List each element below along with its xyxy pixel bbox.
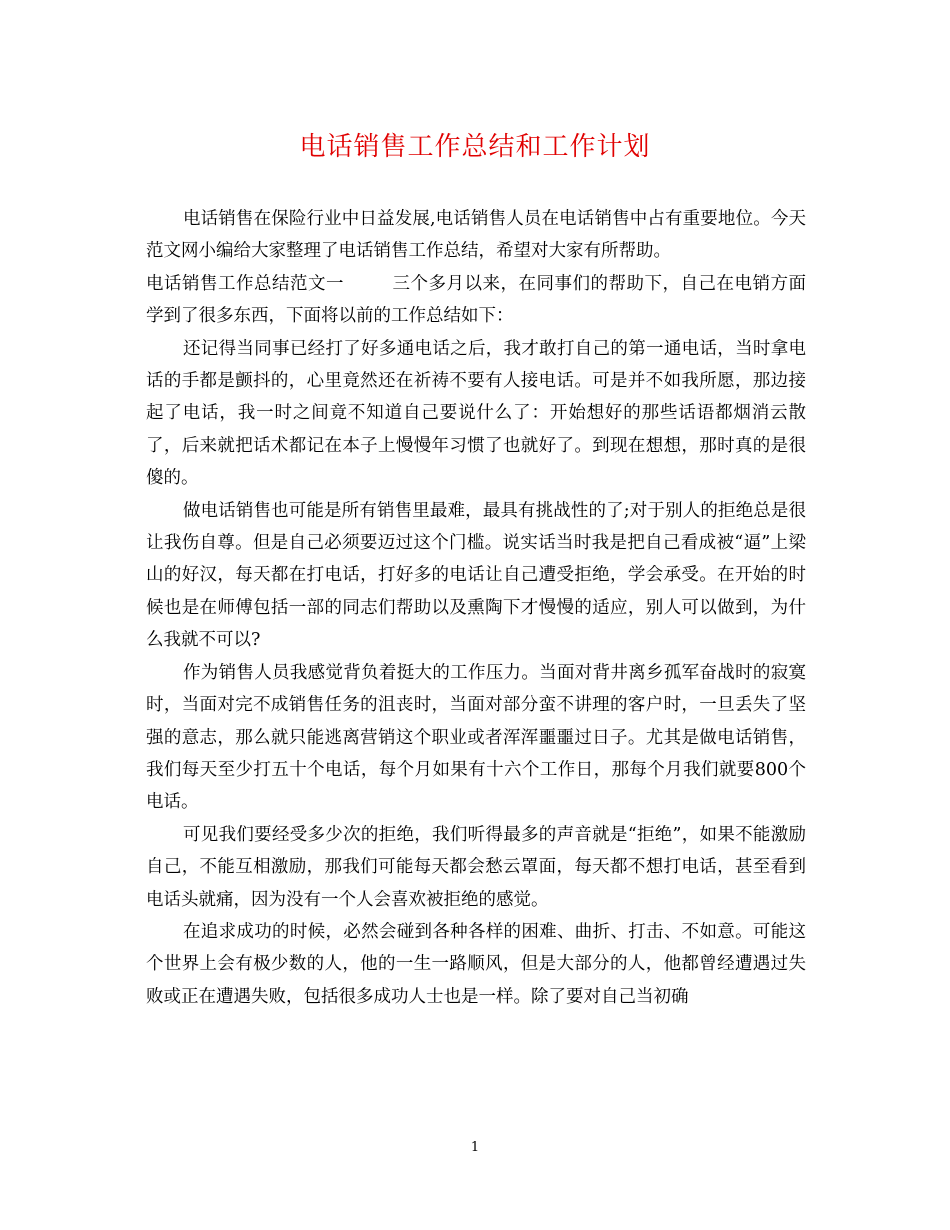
body-paragraph-5: 在追求成功的时候，必然会碰到各种各样的困难、曲折、打击、不如意。可能这个世界上会有极少数的人，他的一生一路顺风，但是大部分的人，他都曾经遭遇过失败或正在遭遇失败，包括很多成功人士也是一样。除了要对自己当初确 bbox=[146, 921, 806, 1007]
document-title: 电话销售工作总结和工作计划 bbox=[299, 132, 651, 162]
body-paragraph-3: 作为销售人员我感觉背负着挺大的工作压力。当面对背井离乡孤军奋战时的寂寞时，当面对完不成销售任务的沮丧时，当面对部分蛮不讲理的客户时，一旦丢失了坚强的意志，那么就只能逃离营销这个职业或者浑浑噩噩过日子。尤其是做电话销售，我们每天至少打五十个电话，每个月如果有十六个工作日，那每个月我们就要800个电话。 bbox=[146, 662, 806, 813]
section-paragraph bbox=[146, 268, 806, 333]
body-paragraph-4: 可见我们要经受多少次的拒绝，我们听得最多的声音就是“拒绝”，如果不能激励自己，不能互相激励，那我们可能每天都会愁云罩面，每天都不想打电话，甚至看到电话头就痛，因为没有一个人会喜欢被拒绝的感觉。 bbox=[146, 824, 806, 910]
page-number: 1 bbox=[470, 1140, 480, 1155]
intro-paragraph: 电话销售在保险行业中日益发展,电话销售人员在电话销售中占有重要地位。今天范文网小编给大家整理了电话销售工作总结，希望对大家有所帮助。 bbox=[146, 209, 806, 262]
section-heading: 电话销售工作总结范文一 bbox=[146, 273, 344, 294]
body-paragraph-2: 做电话销售也可能是所有销售里最难，最具有挑战性的了;对于别人的拒绝总是很让我伤自尊。但是自己必须要迈过这个门槛。说实话当时我是把自己看成被“逼”上梁山的好汉，每天都在打电话，打好多的电话让自己遭受拒绝，学会承受。在开始的时候也是在师傅包括一部的同志们帮助以及熏陶下才慢慢的适应，别人可以做到，为什么我就不可以? bbox=[146, 500, 806, 651]
section-first-sentence: 三个多月以来，在同事们的帮助下，自己在电销方面学到了很多东西，下面将以前的工作总结如下： bbox=[146, 273, 806, 327]
document-body bbox=[146, 203, 806, 1013]
body-paragraph-1: 还记得当同事已经打了好多通电话之后，我才敢打自己的第一通电话，当时拿电话的手都是颤抖的，心里竟然还在祈祷不要有人接电话。可是并不如我所愿，那边接起了电话，我一时之间竟不知道自己要说什么了：开始想好的那些话语都烟消云散了，后来就把话术都记在本子上慢慢年习惯了也就好了。到现在想想，那时真的是很傻的。 bbox=[146, 338, 806, 489]
